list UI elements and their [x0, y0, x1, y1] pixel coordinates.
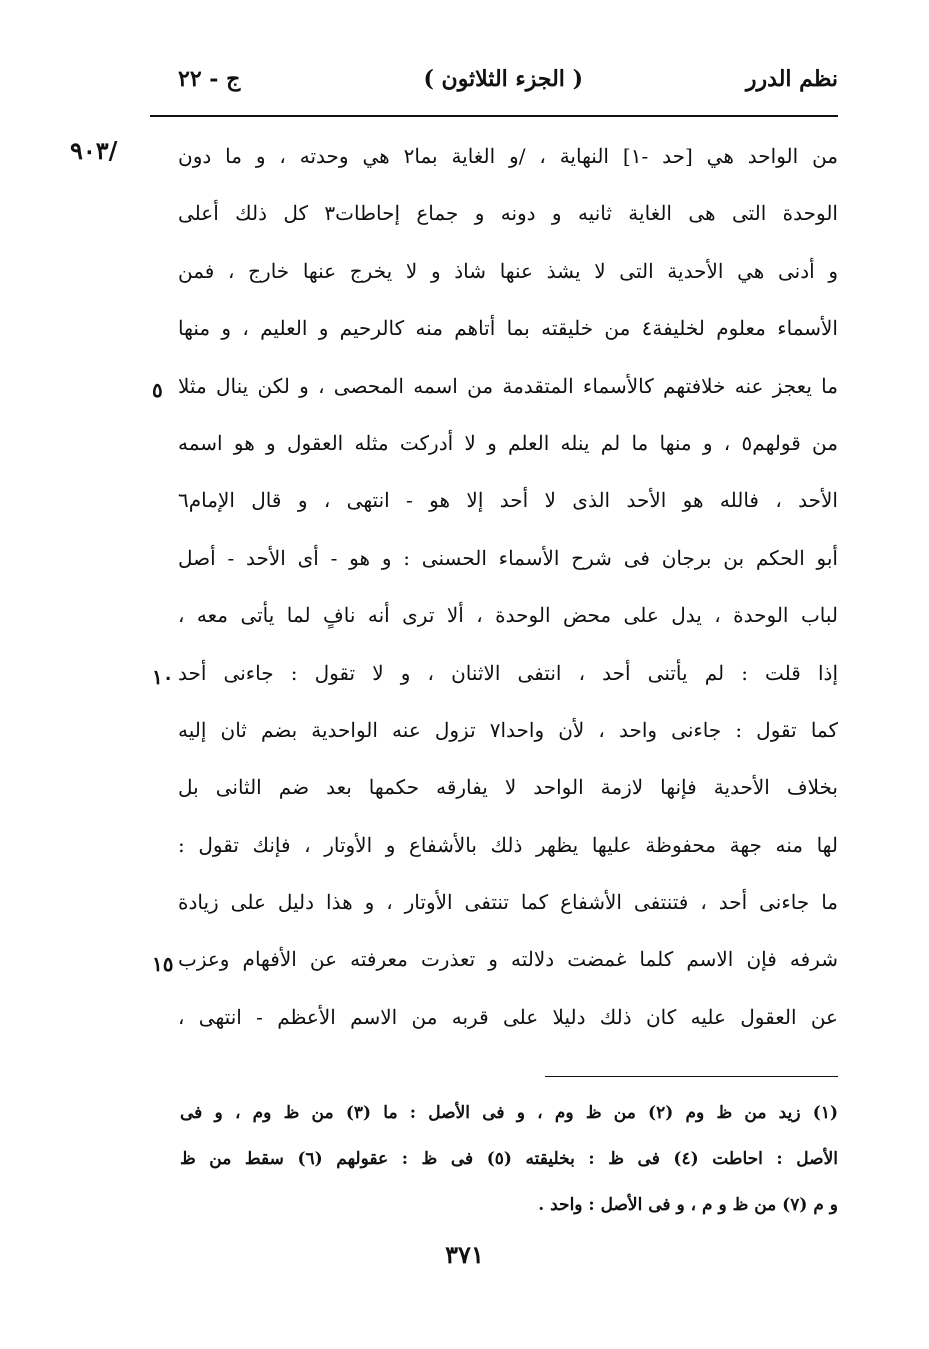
- text-line: الأحد ، فالله هو الأحد الذى لا أحد إلا هو - انتهى ، و قال الإمام٦: [178, 488, 838, 513]
- text-line: إذا قلت : لم يأتنى أحد ، انتفى الاثنان ، و لا تقول : جاءنى أحد: [178, 660, 838, 685]
- running-header: [150, 66, 838, 106]
- footnote-rule: [545, 1076, 838, 1077]
- book-title: نظم الدرر: [745, 66, 838, 92]
- page-number: ٣٧١: [445, 1240, 484, 1269]
- body-text: [178, 128, 838, 1046]
- footnote-line: (١) زيد من ظ وم (٢) من ظ وم ، و فى الأصل : ما (٣) من ظ وم ، و فى: [180, 1103, 838, 1123]
- text-line: من قولهم٥ ، و منها ما لم ينله العلم و لا أدركت مثله العقول و هو اسمه: [178, 430, 838, 455]
- line-number-10: ١٠: [152, 665, 174, 689]
- text-line: و أدنى هي الأحدية التى لا يشذ عنها شاذ و لا يخرج عنها خارج ، فمن: [178, 258, 838, 283]
- text-line: ما يعجز عنه خلافتهم كالأسماء المتقدمة من اسمه المحصى ، و لكن ينال مثلا: [178, 373, 838, 398]
- margin-page-reference: /٩٠٣: [70, 136, 118, 165]
- footnote-line: و م (٧) من ظ و م ، و فى الأصل : واحد .: [538, 1195, 838, 1215]
- text-line: شرفه فإن الاسم كلما غمضت دلالته و تعذرت معرفته عن الأفهام وعزب: [178, 947, 838, 972]
- text-line: بخلاف الأحدية فإنها لازمة الواحد لا يفارقه حكمها بعد ضم الثانى بل: [178, 775, 838, 800]
- line-number-15: ١٥: [152, 952, 174, 976]
- text-line: الوحدة التى هى الغاية ثانيه و دونه و جماع إحاطات٣ كل ذلك أعلى: [178, 201, 838, 226]
- part-title: ( الجزء الثلاثون ): [423, 66, 583, 92]
- footnotes: [180, 1090, 838, 1228]
- volume-number: ج - ٢٢: [178, 66, 241, 92]
- header-rule: [150, 115, 838, 117]
- text-line: الأسماء معلوم لخليفة٤ من خليقته بما أتاهم منه كالرحيم و العليم ، و منها: [178, 316, 838, 341]
- line-number-5: ٥: [152, 378, 163, 402]
- text-line: كما تقول : جاءنى واحد ، لأن واحدا٧ تزول عنه الواحدية بضم ثان إليه: [178, 717, 839, 742]
- text-line: من الواحد هي [حد -١] النهاية ، /و الغاية بما٢ هي وحدته ، و ما دون: [178, 144, 839, 168]
- text-line: عن العقول عليه كان ذلك دليلا على قربه من الاسم الأعظم - انتهى ،: [178, 1004, 838, 1029]
- footnote-line: الأصل : احاطت (٤) فى ظ : بخليقته (٥) فى ظ : عقولهم (٦) سقط من ظ: [180, 1149, 839, 1169]
- text-line: ما جاءنى أحد ، فتنتفى الأشفاع كما تنتفى الأوتار ، و هذا دليل على زيادة: [178, 890, 838, 915]
- text-line: لباب الوحدة ، يدل على محض الوحدة ، ألا ترى أنه نافٍ لما يأتى معه ،: [178, 603, 838, 628]
- text-line: لها منه جهة محفوظة عليها يظهر ذلك بالأشفاع و الأوتار ، فإنك تقول :: [178, 832, 838, 857]
- text-line: أبو الحكم بن برجان فى شرح الأسماء الحسنى : و هو - أى الأحد - أصل: [178, 545, 838, 570]
